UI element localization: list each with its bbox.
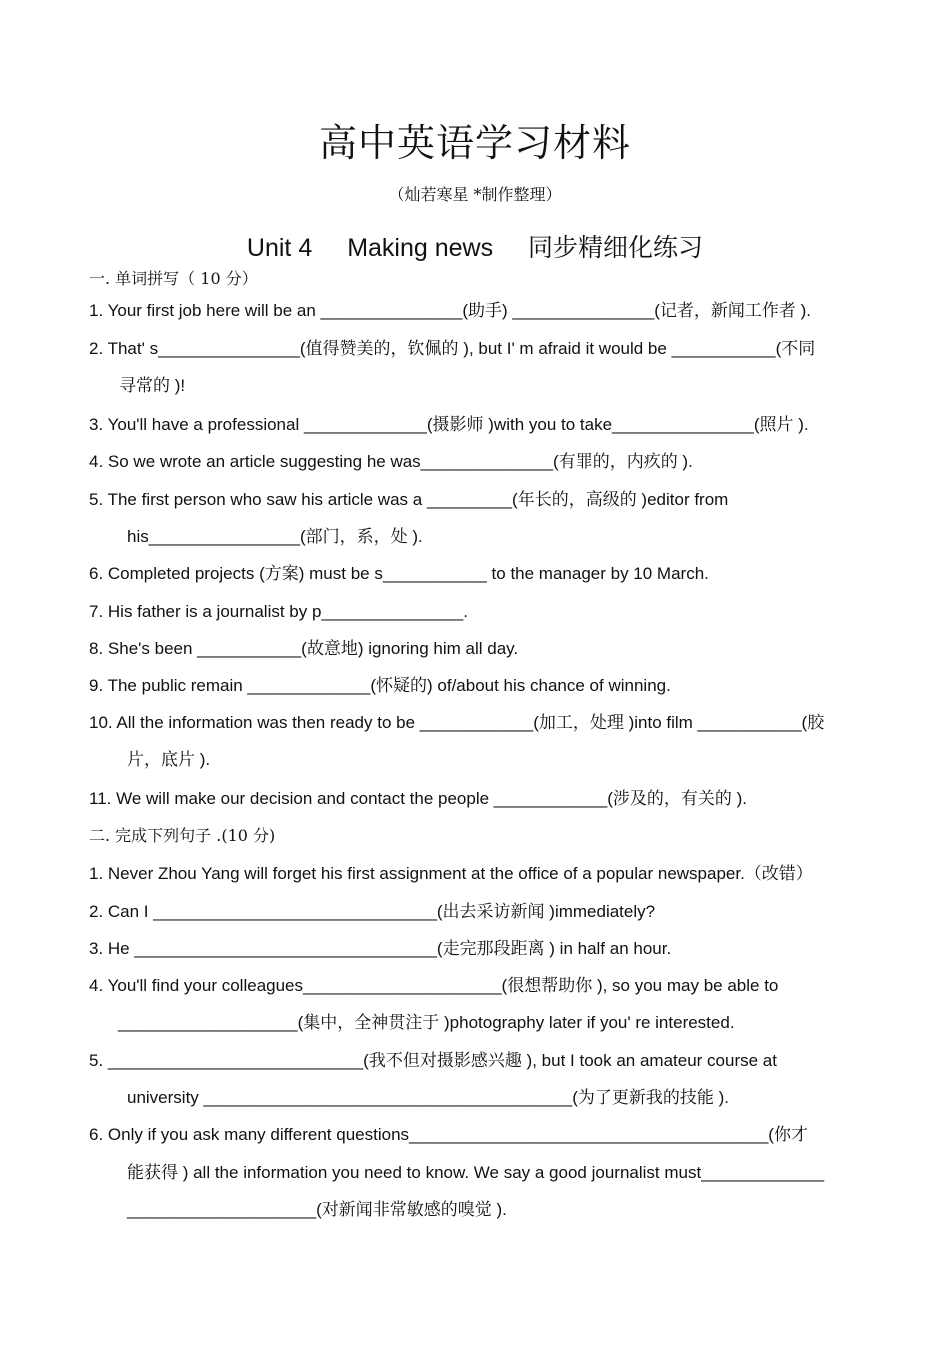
exercise-line: ___________________(集中，全神贯注于 )photography later if you' re interested. [118, 1013, 735, 1032]
exercise-line: 6. Completed projects (方案) must be s___________ to the manager by 10 March. [89, 564, 709, 583]
exercise-line: 3. You'll have a professional _____________(摄影师 )with you to take_______________(照片 ). [89, 415, 809, 434]
exercise-line: his________________(部门，系，处 ). [127, 527, 423, 546]
exercise-line: 1. Your first job here will be an _______________(助手) _______________(记者，新闻工作者 ). [89, 301, 811, 320]
section2-heading: 二. 完成下列句子 .(10 分) [89, 826, 276, 845]
exercise-line: 5. ___________________________(我不但对摄影感兴趣 ), but I took an amateur course at [89, 1051, 777, 1070]
exercise-line: 10. All the information was then ready to be ____________(加工，处理 )into film ___________(胶 [89, 713, 825, 732]
exercise-line: 7. His father is a journalist by p_______________. [89, 602, 468, 621]
unit-heading [0, 228, 950, 264]
exercise-line: 2. That' s_______________(值得赞美的，钦佩的 ), but I' m afraid it would be ___________(不同 [89, 339, 816, 358]
exercise-line: 6. Only if you ask many different questions______________________________________(你才 [89, 1125, 808, 1144]
exercise-line: 5. The first person who saw his article was a _________(年长的，高级的 )editor from [89, 490, 729, 509]
exercise-line: 1. Never Zhou Yang will forget his first assignment at the office of a popular newspaper.（改错） [89, 864, 813, 883]
exercise-line: 能获得 ) all the information you need to know. We say a good journalist must_____________ [127, 1163, 825, 1182]
exercise-line: 9. The public remain _____________(怀疑的) of/about his chance of winning. [89, 676, 671, 695]
exercise-line: 8. She's been ___________(故意地) ignoring him all day. [89, 639, 519, 658]
exercise-line: 3. He ________________________________(走完那段距离 ) in half an hour. [89, 939, 672, 958]
exercise-line: 4. So we wrote an article suggesting he was______________(有罪的，内疚的 ). [89, 452, 693, 471]
exercise-line: ____________________(对新闻非常敏感的嗅觉 ). [127, 1200, 507, 1219]
page-title: 高中英语学习材料 [318, 121, 631, 165]
exercise-line: 寻常的 )! [119, 376, 186, 395]
exercise-line: 片，底片 ). [127, 750, 211, 769]
page-subtitle: （灿若寒星 *制作整理） [388, 185, 562, 204]
unit-subtitle: 同步精细化练习 [528, 234, 704, 262]
exercise-line: university _______________________________________(为了更新我的技能 ). [127, 1088, 730, 1107]
unit-number: Unit 4 [246, 234, 313, 262]
unit-title: Making news [347, 234, 494, 262]
section1-heading: 一. 单词拼写（ 10 分） [89, 269, 258, 288]
exercise-line: 11. We will make our decision and contact the people ____________(涉及的，有关的 ). [89, 789, 747, 808]
exercise-line: 4. You'll find your colleagues_____________________(很想帮助你 ), so you may be able to [89, 976, 779, 995]
exercise-line: 2. Can I ______________________________(出去采访新闻 )immediately? [89, 902, 656, 921]
